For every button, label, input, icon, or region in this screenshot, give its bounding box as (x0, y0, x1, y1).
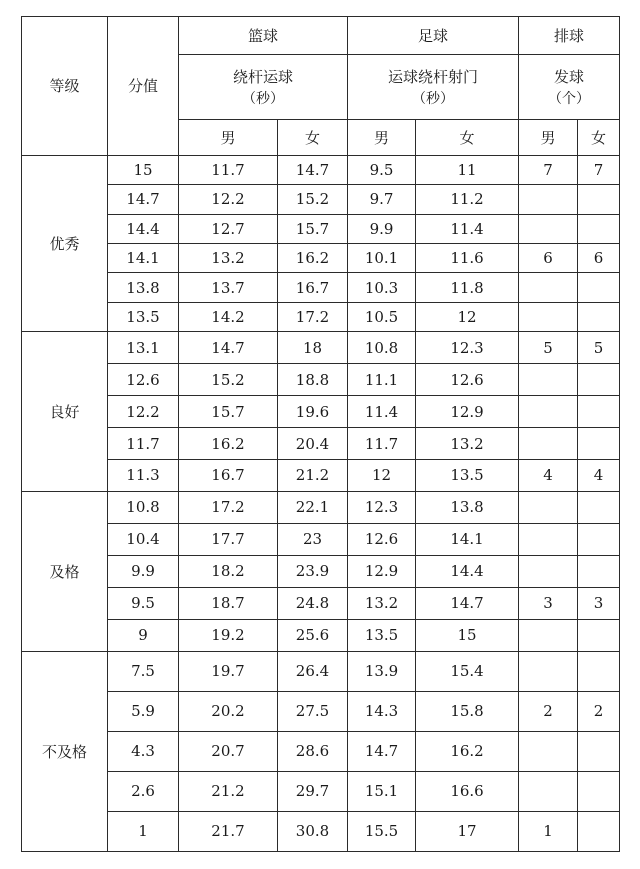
header-volleyball: 排球 (519, 17, 620, 55)
table-row (22, 491, 620, 523)
score-cell: 12.6 (108, 364, 179, 396)
football-male-cell: 10.8 (348, 332, 416, 364)
volleyball-male-cell (519, 214, 578, 243)
football-male-cell: 12.6 (348, 523, 416, 555)
volleyball-male-cell: 2 (519, 691, 578, 731)
table-row (22, 364, 620, 396)
football-male-cell: 11.7 (348, 428, 416, 460)
basketball-male-cell: 17.2 (179, 491, 278, 523)
basketball-female-cell: 24.8 (278, 587, 348, 619)
basketball-male-cell: 17.7 (179, 523, 278, 555)
scoring-standards-table (21, 16, 620, 852)
score-cell: 12.2 (108, 396, 179, 428)
score-cell: 13.8 (108, 273, 179, 302)
football-female-cell: 15 (416, 619, 519, 651)
football-female-cell: 12 (416, 302, 519, 331)
football-female-cell: 13.8 (416, 491, 519, 523)
header-football: 足球 (348, 17, 519, 55)
volleyball-male-cell (519, 555, 578, 587)
basketball-female-cell: 16.2 (278, 244, 348, 273)
score-cell: 2.6 (108, 771, 179, 811)
football-male-cell: 14.3 (348, 691, 416, 731)
volleyball-female-cell (578, 619, 620, 651)
football-female-cell: 13.2 (416, 428, 519, 460)
score-cell: 9.9 (108, 555, 179, 587)
basketball-female-cell: 18.8 (278, 364, 348, 396)
basketball-male-cell: 16.7 (179, 460, 278, 492)
level-label: 及格 (22, 491, 108, 651)
football-male-cell: 13.2 (348, 587, 416, 619)
football-male-cell: 11.4 (348, 396, 416, 428)
score-cell: 14.7 (108, 185, 179, 214)
football-male-cell: 15.1 (348, 771, 416, 811)
table-row (22, 428, 620, 460)
football-male-cell: 13.5 (348, 619, 416, 651)
header-basketball-male: 男 (179, 120, 278, 155)
football-female-cell: 14.1 (416, 523, 519, 555)
basketball-female-cell: 20.4 (278, 428, 348, 460)
table-row (22, 523, 620, 555)
table-row (22, 155, 620, 184)
volleyball-female-cell: 6 (578, 244, 620, 273)
header-score: 分值 (108, 17, 179, 156)
football-male-cell: 12 (348, 460, 416, 492)
basketball-male-cell: 18.2 (179, 555, 278, 587)
football-female-cell: 11.2 (416, 185, 519, 214)
football-female-cell: 14.7 (416, 587, 519, 619)
table-row (22, 332, 620, 364)
score-cell: 13.5 (108, 302, 179, 331)
score-cell: 13.1 (108, 332, 179, 364)
volleyball-male-cell: 4 (519, 460, 578, 492)
basketball-male-cell: 13.2 (179, 244, 278, 273)
volleyball-female-cell (578, 185, 620, 214)
basketball-female-cell: 15.7 (278, 214, 348, 243)
basketball-female-cell: 29.7 (278, 771, 348, 811)
table-row (22, 731, 620, 771)
football-male-cell: 10.1 (348, 244, 416, 273)
table-row (22, 651, 620, 691)
volleyball-female-cell (578, 214, 620, 243)
level-label: 不及格 (22, 651, 108, 851)
volleyball-male-cell (519, 523, 578, 555)
football-female-cell: 16.6 (416, 771, 519, 811)
basketball-male-cell: 20.7 (179, 731, 278, 771)
score-cell: 9 (108, 619, 179, 651)
football-female-cell: 11.4 (416, 214, 519, 243)
header-level: 等级 (22, 17, 108, 156)
score-cell: 14.4 (108, 214, 179, 243)
volleyball-male-cell: 5 (519, 332, 578, 364)
basketball-male-cell: 12.2 (179, 185, 278, 214)
volleyball-male-cell (519, 619, 578, 651)
volleyball-event-unit: （个） (548, 90, 591, 107)
football-male-cell: 12.3 (348, 491, 416, 523)
volleyball-male-cell (519, 185, 578, 214)
table-body (22, 17, 620, 852)
header-basketball-female: 女 (278, 120, 348, 155)
volleyball-female-cell: 7 (578, 155, 620, 184)
basketball-male-cell: 19.2 (179, 619, 278, 651)
basketball-female-cell: 23.9 (278, 555, 348, 587)
header-volleyball-event (519, 54, 620, 120)
basketball-male-cell: 19.7 (179, 651, 278, 691)
football-female-cell: 15.4 (416, 651, 519, 691)
table-row (22, 587, 620, 619)
football-male-cell: 13.9 (348, 651, 416, 691)
volleyball-female-cell (578, 731, 620, 771)
score-cell: 11.3 (108, 460, 179, 492)
basketball-event-unit: （秒） (242, 90, 284, 107)
football-male-cell: 9.9 (348, 214, 416, 243)
basketball-female-cell: 15.2 (278, 185, 348, 214)
football-male-cell: 10.3 (348, 273, 416, 302)
basketball-female-cell: 18 (278, 332, 348, 364)
basketball-male-cell: 15.2 (179, 364, 278, 396)
football-female-cell: 11 (416, 155, 519, 184)
football-female-cell: 13.5 (416, 460, 519, 492)
basketball-female-cell: 21.2 (278, 460, 348, 492)
header-basketball-event (179, 54, 348, 120)
table-row (22, 273, 620, 302)
score-cell: 15 (108, 155, 179, 184)
basketball-male-cell: 12.7 (179, 214, 278, 243)
volleyball-female-cell (578, 396, 620, 428)
header-football-male: 男 (348, 120, 416, 155)
table-row (22, 555, 620, 587)
volleyball-male-cell (519, 771, 578, 811)
volleyball-male-cell (519, 396, 578, 428)
football-male-cell: 12.9 (348, 555, 416, 587)
volleyball-female-cell (578, 523, 620, 555)
football-female-cell: 11.8 (416, 273, 519, 302)
table-row (22, 619, 620, 651)
volleyball-event-name: 发球 (554, 67, 585, 86)
volleyball-male-cell: 6 (519, 244, 578, 273)
football-male-cell: 10.5 (348, 302, 416, 331)
basketball-female-cell: 30.8 (278, 811, 348, 851)
header-football-event (348, 54, 519, 120)
football-event-name: 运球绕杆射门 (388, 67, 479, 86)
basketball-male-cell: 21.2 (179, 771, 278, 811)
football-female-cell: 14.4 (416, 555, 519, 587)
basketball-male-cell: 20.2 (179, 691, 278, 731)
volleyball-female-cell (578, 302, 620, 331)
football-female-cell: 12.6 (416, 364, 519, 396)
basketball-male-cell: 14.7 (179, 332, 278, 364)
volleyball-female-cell: 4 (578, 460, 620, 492)
score-cell: 4.3 (108, 731, 179, 771)
header-basketball: 篮球 (179, 17, 348, 55)
volleyball-male-cell: 7 (519, 155, 578, 184)
score-cell: 7.5 (108, 651, 179, 691)
basketball-female-cell: 16.7 (278, 273, 348, 302)
basketball-female-cell: 14.7 (278, 155, 348, 184)
table-row (22, 302, 620, 331)
volleyball-female-cell (578, 364, 620, 396)
table-row (22, 396, 620, 428)
score-cell: 1 (108, 811, 179, 851)
score-cell: 11.7 (108, 428, 179, 460)
basketball-female-cell: 17.2 (278, 302, 348, 331)
table-row (22, 214, 620, 243)
table-row (22, 185, 620, 214)
volleyball-female-cell: 2 (578, 691, 620, 731)
football-female-cell: 15.8 (416, 691, 519, 731)
basketball-male-cell: 16.2 (179, 428, 278, 460)
volleyball-male-cell (519, 428, 578, 460)
volleyball-male-cell (519, 731, 578, 771)
header-volleyball-male: 男 (519, 120, 578, 155)
header-volleyball-female: 女 (578, 120, 620, 155)
football-male-cell: 14.7 (348, 731, 416, 771)
football-female-cell: 11.6 (416, 244, 519, 273)
level-label: 优秀 (22, 155, 108, 331)
score-cell: 5.9 (108, 691, 179, 731)
basketball-male-cell: 21.7 (179, 811, 278, 851)
basketball-female-cell: 27.5 (278, 691, 348, 731)
basketball-female-cell: 25.6 (278, 619, 348, 651)
score-cell: 14.1 (108, 244, 179, 273)
volleyball-male-cell: 1 (519, 811, 578, 851)
football-female-cell: 12.3 (416, 332, 519, 364)
football-male-cell: 9.5 (348, 155, 416, 184)
score-cell: 10.4 (108, 523, 179, 555)
football-female-cell: 17 (416, 811, 519, 851)
header-football-female: 女 (416, 120, 519, 155)
basketball-female-cell: 26.4 (278, 651, 348, 691)
score-cell: 10.8 (108, 491, 179, 523)
volleyball-male-cell (519, 651, 578, 691)
level-label: 良好 (22, 332, 108, 492)
basketball-male-cell: 14.2 (179, 302, 278, 331)
volleyball-male-cell (519, 491, 578, 523)
basketball-female-cell: 23 (278, 523, 348, 555)
table-row (22, 244, 620, 273)
football-male-cell: 9.7 (348, 185, 416, 214)
volleyball-female-cell: 3 (578, 587, 620, 619)
basketball-male-cell: 13.7 (179, 273, 278, 302)
volleyball-male-cell: 3 (519, 587, 578, 619)
basketball-male-cell: 18.7 (179, 587, 278, 619)
volleyball-female-cell (578, 651, 620, 691)
volleyball-female-cell (578, 273, 620, 302)
basketball-male-cell: 15.7 (179, 396, 278, 428)
basketball-female-cell: 28.6 (278, 731, 348, 771)
volleyball-male-cell (519, 302, 578, 331)
volleyball-female-cell (578, 771, 620, 811)
table-row (22, 811, 620, 851)
table-row (22, 771, 620, 811)
volleyball-female-cell (578, 811, 620, 851)
basketball-female-cell: 22.1 (278, 491, 348, 523)
volleyball-female-cell: 5 (578, 332, 620, 364)
football-male-cell: 11.1 (348, 364, 416, 396)
basketball-female-cell: 19.6 (278, 396, 348, 428)
volleyball-female-cell (578, 491, 620, 523)
volleyball-male-cell (519, 273, 578, 302)
football-event-unit: （秒） (412, 90, 455, 107)
basketball-event-name: 绕杆运球 (233, 67, 294, 86)
score-cell: 9.5 (108, 587, 179, 619)
volleyball-female-cell (578, 428, 620, 460)
football-male-cell: 15.5 (348, 811, 416, 851)
volleyball-male-cell (519, 364, 578, 396)
football-female-cell: 16.2 (416, 731, 519, 771)
basketball-male-cell: 11.7 (179, 155, 278, 184)
volleyball-female-cell (578, 555, 620, 587)
header-row-sports (22, 17, 620, 55)
football-female-cell: 12.9 (416, 396, 519, 428)
table-row (22, 691, 620, 731)
table-row (22, 460, 620, 492)
